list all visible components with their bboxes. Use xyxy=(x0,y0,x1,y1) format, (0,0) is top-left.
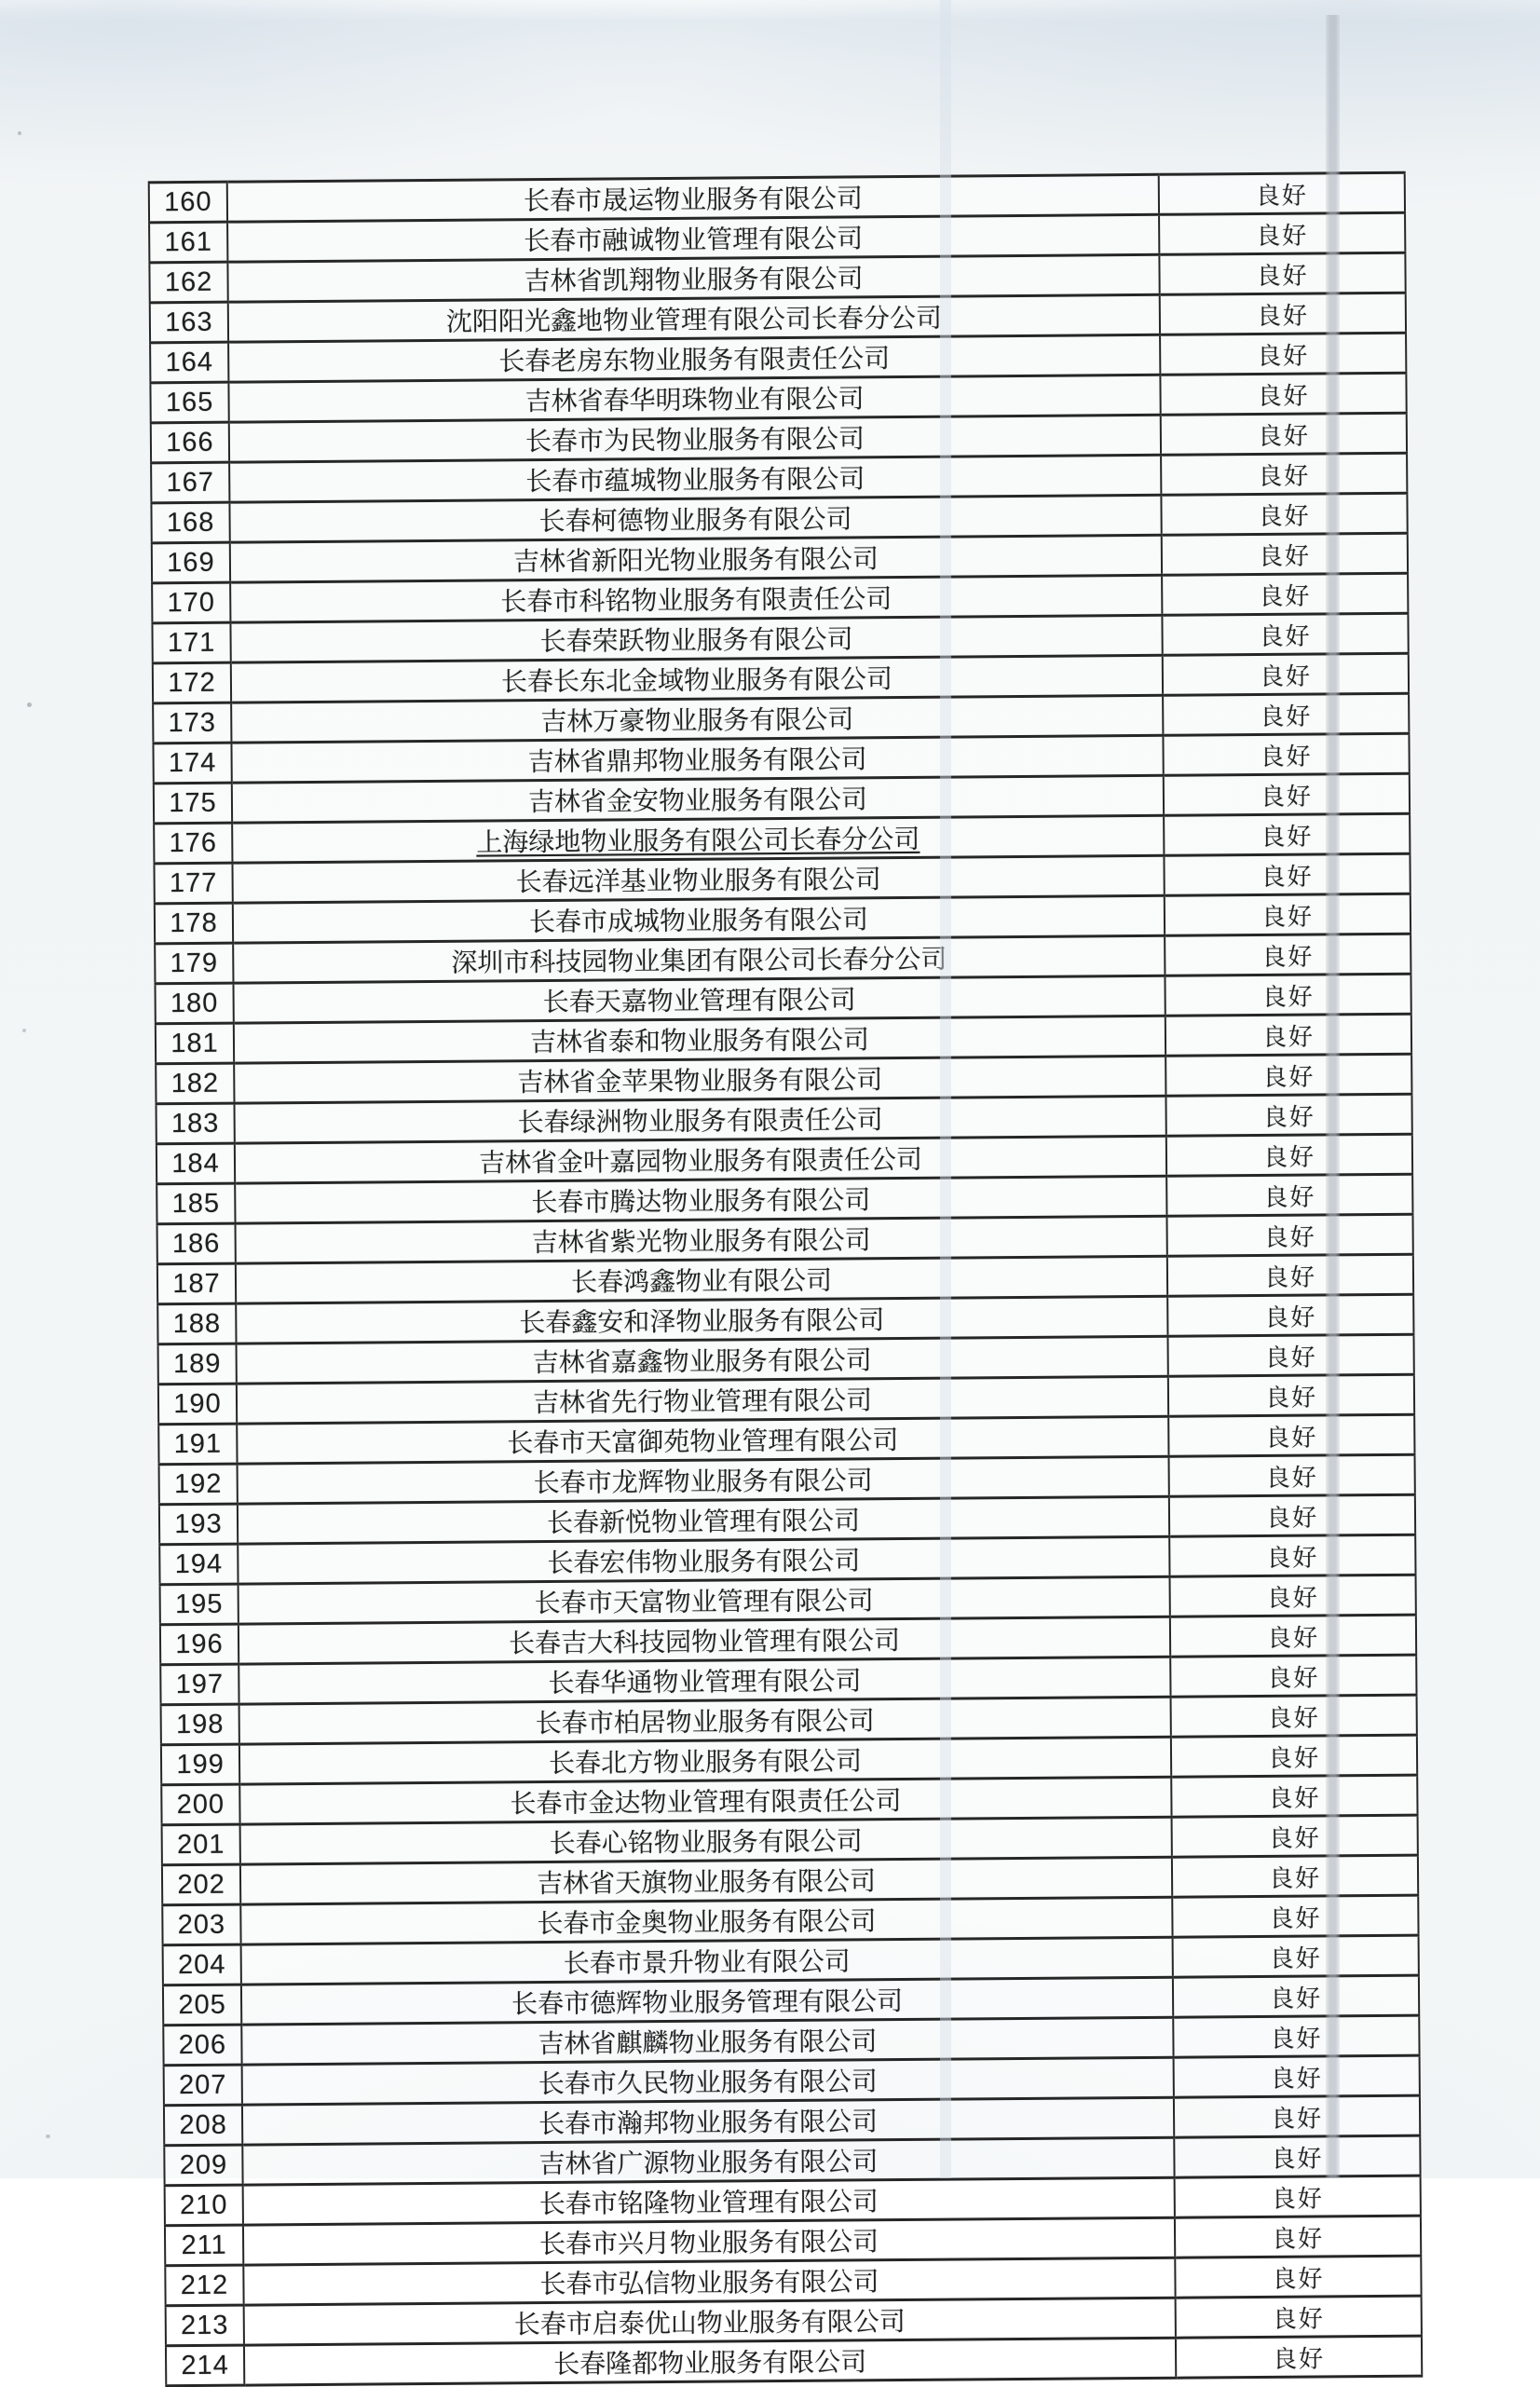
row-number-cell: 204 xyxy=(163,1944,241,1985)
row-number-cell: 190 xyxy=(158,1384,237,1425)
row-number-cell: 160 xyxy=(149,182,227,223)
rating-cell: 良好 xyxy=(1174,2095,1420,2137)
company-name-cell: 吉林省天旗物业服务有限公司 xyxy=(240,1857,1172,1904)
row-number-cell: 171 xyxy=(152,622,230,663)
row-number-cell: 214 xyxy=(166,2345,244,2386)
rating-cell: 良好 xyxy=(1161,493,1407,535)
company-name-cell: 长春远洋基业物业服务有限公司 xyxy=(232,855,1164,903)
company-name-cell: 长春市科铭物业服务有限责任公司 xyxy=(230,575,1162,622)
company-name-cell: 长春荣跃物业服务有限公司 xyxy=(230,615,1162,662)
rating-cell: 良好 xyxy=(1165,974,1411,1016)
row-number-cell: 185 xyxy=(157,1183,235,1224)
company-name-cell: 吉林省紫光物业服务有限公司 xyxy=(236,1216,1167,1263)
scan-streak-light-artifact xyxy=(940,0,951,2178)
rating-cell: 良好 xyxy=(1172,1855,1418,1897)
rating-cell: 良好 xyxy=(1160,373,1406,415)
row-number-cell: 194 xyxy=(159,1544,238,1585)
row-number-cell: 170 xyxy=(152,582,230,623)
rating-cell: 良好 xyxy=(1165,1054,1411,1096)
row-number-cell: 182 xyxy=(156,1063,234,1104)
row-number-cell: 193 xyxy=(159,1504,238,1545)
company-name-cell: 长春市柏居物业服务有限公司 xyxy=(239,1697,1171,1744)
table-body xyxy=(149,172,1423,2386)
row-number-cell: 181 xyxy=(156,1023,234,1064)
row-number-cell: 189 xyxy=(158,1344,237,1384)
company-name-cell: 吉林省凯翔物业服务有限公司 xyxy=(227,254,1159,302)
rating-cell: 良好 xyxy=(1166,1214,1412,1256)
company-name-cell: 深圳市科技园物业集团有限公司长春分公司 xyxy=(233,935,1165,983)
company-name-cell: 长春吉大科技园物业管理有限公司 xyxy=(238,1616,1170,1664)
row-number-cell: 188 xyxy=(157,1303,236,1344)
rating-cell: 良好 xyxy=(1162,573,1408,615)
rating-cell: 良好 xyxy=(1172,1815,1418,1857)
row-number-cell: 209 xyxy=(164,2145,242,2186)
company-name-cell: 长春市铭隆物业管理有限公司 xyxy=(243,2177,1175,2225)
row-number-cell: 173 xyxy=(153,702,231,743)
company-name-cell: 吉林省麒麟物业服务有限公司 xyxy=(241,2017,1173,2065)
rating-cell: 良好 xyxy=(1165,893,1411,935)
company-name-cell: 长春市成城物业服务有限公司 xyxy=(233,895,1165,943)
rating-cell: 良好 xyxy=(1166,1134,1412,1176)
company-name-cell: 长春新悦物业管理有限公司 xyxy=(238,1496,1169,1544)
company-name-cell: 吉林省先行物业管理有限公司 xyxy=(237,1376,1168,1424)
row-number-cell: 198 xyxy=(161,1704,239,1745)
row-number-cell: 207 xyxy=(164,2065,242,2106)
row-number-cell: 199 xyxy=(161,1744,239,1785)
row-number-cell: 168 xyxy=(151,502,229,543)
company-name-cell: 长春市腾达物业服务有限公司 xyxy=(235,1176,1166,1223)
company-name-cell: 长春市晟运物业服务有限公司 xyxy=(227,174,1159,222)
rating-cell: 良好 xyxy=(1165,934,1411,975)
rating-cell: 良好 xyxy=(1176,2296,1422,2338)
company-name-cell: 长春市启泰优山物业服务有限公司 xyxy=(244,2298,1176,2345)
rating-cell: 良好 xyxy=(1162,533,1408,575)
property-company-rating-table xyxy=(148,171,1424,2387)
row-number-cell: 195 xyxy=(160,1584,238,1625)
company-name-cell: 长春市金奥物业服务有限公司 xyxy=(240,1897,1172,1944)
row-number-cell: 179 xyxy=(155,943,233,984)
rating-cell: 良好 xyxy=(1170,1655,1416,1697)
company-name-cell: 吉林省新阳光物业服务有限公司 xyxy=(230,535,1162,582)
company-name-cell: 长春绿洲物业服务有限责任公司 xyxy=(234,1096,1165,1143)
row-number-cell: 163 xyxy=(150,302,228,343)
row-number-cell: 203 xyxy=(162,1904,240,1945)
row-number-cell: 164 xyxy=(150,342,228,383)
company-name-cell: 长春宏伟物业服务有限公司 xyxy=(238,1536,1169,1584)
rating-cell: 良好 xyxy=(1159,212,1405,254)
scan-speckle xyxy=(22,1029,26,1032)
company-name-cell: 长春市德辉物业服务管理有限公司 xyxy=(241,1977,1173,2025)
company-name-cell: 吉林省金安物业服务有限公司 xyxy=(232,775,1164,823)
row-number-cell: 197 xyxy=(160,1664,238,1705)
row-number-cell: 161 xyxy=(149,222,227,263)
rating-cell: 良好 xyxy=(1175,2256,1421,2298)
row-number-cell: 178 xyxy=(155,903,233,944)
rating-cell: 良好 xyxy=(1161,453,1407,495)
row-number-cell: 177 xyxy=(154,863,232,904)
company-name-cell: 长春华通物业管理有限公司 xyxy=(238,1657,1170,1704)
company-name-cell: 长春市景升物业有限公司 xyxy=(241,1937,1173,1985)
row-number-cell: 183 xyxy=(157,1103,235,1144)
company-name-cell: 长春市久民物业服务有限公司 xyxy=(242,2057,1174,2105)
rating-cell: 良好 xyxy=(1173,2015,1419,2057)
rating-cell: 良好 xyxy=(1164,853,1410,895)
rating-cell: 良好 xyxy=(1159,172,1405,214)
company-name-cell: 吉林省金苹果物业服务有限公司 xyxy=(234,1056,1165,1103)
rating-cell: 良好 xyxy=(1176,2336,1422,2378)
rating-cell: 良好 xyxy=(1163,733,1409,775)
company-name-cell: 长春长东北金域物业服务有限公司 xyxy=(231,655,1163,702)
company-name-cell: 上海绿地物业服务有限公司长春分公司 xyxy=(232,815,1164,863)
row-number-cell: 186 xyxy=(157,1223,236,1264)
rating-cell: 良好 xyxy=(1165,1094,1411,1136)
row-number-cell: 196 xyxy=(160,1624,238,1665)
table-row xyxy=(166,2336,1422,2386)
company-name-cell: 吉林万豪物业服务有限公司 xyxy=(231,695,1163,743)
row-number-cell: 211 xyxy=(165,2225,243,2266)
company-name-cell: 吉林省泰和物业服务有限公司 xyxy=(234,1016,1165,1063)
row-number-cell: 210 xyxy=(165,2185,243,2226)
company-name-cell: 长春市弘信物业服务有限公司 xyxy=(243,2257,1175,2305)
rating-cell: 良好 xyxy=(1166,1174,1412,1216)
company-name-cell: 长春市金达物业管理有限责任公司 xyxy=(239,1777,1171,1824)
company-name-cell: 吉林省金叶嘉园物业服务有限责任公司 xyxy=(235,1136,1166,1183)
row-number-cell: 212 xyxy=(165,2265,243,2306)
row-number-cell: 167 xyxy=(151,462,229,503)
row-number-cell: 200 xyxy=(161,1784,239,1825)
company-name-cell: 长春市融诚物业管理有限公司 xyxy=(227,214,1159,262)
company-name-cell: 长春老房东物业服务有限责任公司 xyxy=(228,334,1160,382)
row-number-cell: 165 xyxy=(150,382,228,423)
row-number-cell: 191 xyxy=(158,1424,237,1465)
company-name-cell: 吉林省广源物业服务有限公司 xyxy=(242,2137,1174,2185)
company-name-cell: 长春鸿鑫物业有限公司 xyxy=(236,1256,1167,1303)
rating-cell: 良好 xyxy=(1167,1294,1413,1336)
rating-cell: 良好 xyxy=(1174,2055,1420,2097)
rating-cell: 良好 xyxy=(1167,1254,1413,1296)
row-number-cell: 213 xyxy=(166,2305,244,2346)
rating-cell: 良好 xyxy=(1169,1494,1415,1536)
scanner-stripe-artifact xyxy=(1326,15,1340,2178)
row-number-cell: 187 xyxy=(157,1263,236,1304)
row-number-cell: 180 xyxy=(155,983,233,1024)
rating-cell: 良好 xyxy=(1175,2216,1421,2257)
row-number-cell: 206 xyxy=(163,2025,241,2066)
rating-cell: 良好 xyxy=(1172,1895,1418,1937)
rating-cell: 良好 xyxy=(1169,1454,1415,1496)
company-name-cell: 长春天嘉物业管理有限公司 xyxy=(233,975,1165,1023)
row-number-cell: 174 xyxy=(153,743,231,784)
rating-cell: 良好 xyxy=(1163,693,1409,735)
company-name-cell: 吉林省鼎邦物业服务有限公司 xyxy=(231,735,1163,783)
rating-cell: 良好 xyxy=(1160,293,1406,334)
rating-cell: 良好 xyxy=(1170,1615,1416,1657)
scan-speckle xyxy=(27,702,32,707)
scan-speckle xyxy=(18,131,21,135)
rating-cell: 良好 xyxy=(1163,653,1409,695)
rating-cell: 良好 xyxy=(1174,2135,1420,2177)
row-number-cell: 184 xyxy=(157,1143,235,1184)
rating-cell: 良好 xyxy=(1171,1695,1417,1737)
rating-cell: 良好 xyxy=(1162,613,1408,655)
company-name-cell: 吉林省嘉鑫物业服务有限公司 xyxy=(237,1336,1168,1384)
row-number-cell: 176 xyxy=(154,823,232,864)
company-name-cell: 长春隆都物业服务有限公司 xyxy=(244,2338,1176,2385)
company-name-cell: 长春市龙辉物业服务有限公司 xyxy=(238,1456,1169,1504)
company-name-cell: 长春市天富物业管理有限公司 xyxy=(238,1576,1170,1624)
rating-cell: 良好 xyxy=(1171,1735,1417,1777)
company-name-cell: 长春北方物业服务有限公司 xyxy=(239,1737,1171,1784)
rating-cell: 良好 xyxy=(1161,413,1407,455)
rating-cell: 良好 xyxy=(1164,773,1410,815)
company-name-cell: 长春市瀚邦物业服务有限公司 xyxy=(242,2097,1174,2145)
rating-cell: 良好 xyxy=(1171,1775,1417,1817)
row-number-cell: 202 xyxy=(162,1864,240,1905)
rating-cell: 良好 xyxy=(1173,1935,1419,1977)
rating-cell: 良好 xyxy=(1175,2176,1421,2217)
row-number-cell: 192 xyxy=(159,1464,238,1505)
rating-cell: 良好 xyxy=(1165,1014,1411,1056)
row-number-cell: 201 xyxy=(162,1824,240,1865)
row-number-cell: 208 xyxy=(164,2105,242,2146)
rating-cell: 良好 xyxy=(1164,813,1410,855)
rating-cell: 良好 xyxy=(1173,1975,1419,2017)
company-name-cell: 长春市天富御苑物业管理有限公司 xyxy=(237,1416,1168,1464)
company-name-cell: 沈阳阳光鑫地物业管理有限公司长春分公司 xyxy=(228,294,1160,342)
company-name-cell: 长春市蕴城物业服务有限公司 xyxy=(229,455,1161,502)
company-name-cell: 长春柯德物业服务有限公司 xyxy=(229,495,1161,542)
rating-cell: 良好 xyxy=(1170,1575,1416,1616)
rating-cell: 良好 xyxy=(1159,252,1405,294)
row-number-cell: 166 xyxy=(151,422,229,463)
company-name-cell: 吉林省春华明珠物业有限公司 xyxy=(228,375,1160,422)
company-name-cell: 长春市为民物业服务有限公司 xyxy=(229,415,1161,462)
rating-cell: 良好 xyxy=(1160,333,1406,375)
rating-cell: 良好 xyxy=(1169,1534,1415,1576)
rating-cell: 良好 xyxy=(1167,1334,1413,1376)
row-number-cell: 175 xyxy=(154,783,232,824)
row-number-cell: 169 xyxy=(152,542,230,583)
company-name-cell: 长春鑫安和泽物业服务有限公司 xyxy=(236,1296,1167,1344)
scan-speckle xyxy=(46,2135,50,2138)
rating-cell: 良好 xyxy=(1168,1414,1414,1456)
row-number-cell: 162 xyxy=(149,262,227,303)
rating-cell: 良好 xyxy=(1168,1374,1414,1416)
company-name-cell: 长春市兴月物业服务有限公司 xyxy=(243,2217,1175,2265)
row-number-cell: 172 xyxy=(153,662,231,703)
company-name-cell: 长春心铭物业服务有限公司 xyxy=(240,1817,1172,1864)
row-number-cell: 205 xyxy=(163,1985,241,2026)
